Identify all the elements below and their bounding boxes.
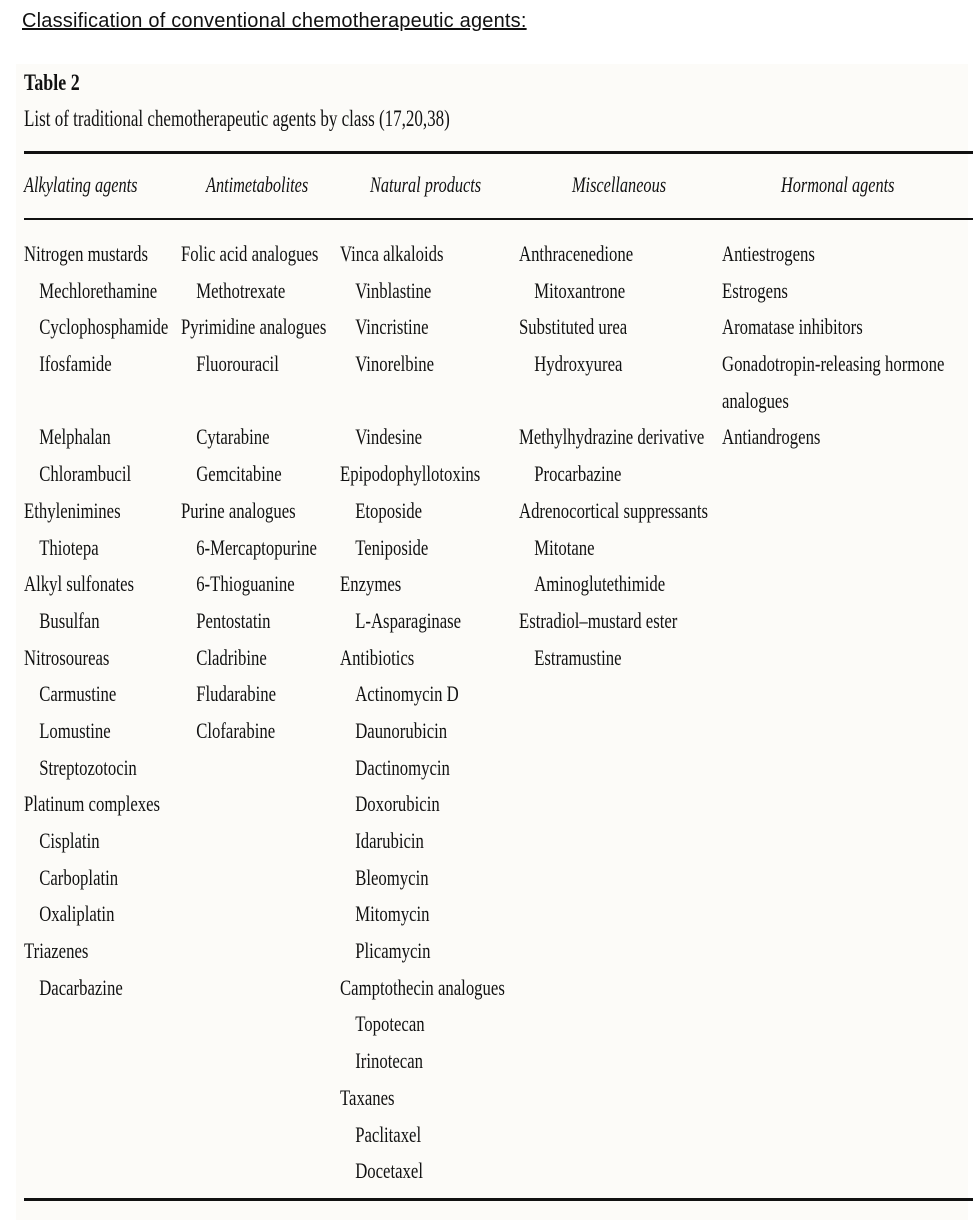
category-item: Antibiotics	[340, 644, 415, 670]
agent-item: Mitomycin	[355, 901, 430, 927]
agent-item: Antiandrogens	[722, 424, 821, 450]
agent-item: Docetaxel	[355, 1158, 423, 1184]
category-item: Taxanes	[340, 1084, 395, 1110]
agent-item: Hydroxyurea	[534, 351, 623, 377]
category-item: Epipodophyllotoxins	[340, 461, 481, 487]
agent-item: Gonadotropin-releasing hormone analogues	[722, 351, 945, 413]
category-item: Folic acid analogues	[181, 241, 319, 266]
category-item: Nitrogen mustards	[24, 241, 148, 266]
category-item: Alkyl sulfonates	[24, 571, 135, 597]
spacer	[181, 383, 326, 420]
agent-item: Chlorambucil	[39, 461, 132, 487]
spacer	[519, 383, 708, 420]
agent-item: Gemcitabine	[196, 461, 282, 487]
agent-item: Teniposide	[355, 534, 429, 560]
category-item: Purine analogues	[181, 497, 296, 523]
category-item: Triazenes	[24, 938, 89, 964]
category-item: Adrenocortical suppressants	[519, 497, 708, 523]
column-hormonal	[722, 236, 973, 456]
category-item: Nitrosoureas	[24, 644, 110, 670]
header-alkylating: Alkylating agents	[24, 172, 138, 197]
agent-item: Busulfan	[39, 607, 100, 633]
agent-item: 6-Mercaptopurine	[196, 534, 317, 560]
header-rule	[24, 218, 973, 220]
agent-item: Estrogens	[722, 277, 788, 303]
agent-item: Oxaliplatin	[39, 901, 115, 927]
category-item: Substituted urea	[519, 314, 628, 340]
agent-item: Aminoglutethimide	[534, 571, 666, 597]
agent-item: Fludarabine	[196, 681, 277, 707]
category-item: Platinum complexes	[24, 791, 161, 817]
agent-item: Carboplatin	[39, 864, 119, 890]
agent-item: 6-Thioguanine	[196, 571, 295, 597]
category-item: Camptothecin analogues	[340, 974, 505, 1000]
agent-item: Clofarabine	[196, 717, 276, 743]
agent-item: Vincristine	[355, 314, 429, 340]
agent-item: Mitoxantrone	[534, 277, 626, 303]
agent-item: Antiestrogens	[722, 241, 815, 266]
agent-item: Bleomycin	[355, 864, 429, 890]
top-rule	[24, 151, 973, 154]
agent-item: Ifosfamide	[39, 351, 112, 377]
agent-item: Vindesine	[355, 424, 422, 450]
agent-item: Melphalan	[39, 424, 111, 450]
agent-item: Fluorouracil	[196, 351, 279, 377]
agent-item: Etoposide	[355, 497, 423, 523]
agent-item: Cladribine	[196, 644, 267, 670]
agent-item: Cytarabine	[196, 424, 270, 450]
category-item: Vinca alkaloids	[340, 241, 444, 266]
category-item: Ethylenimines	[24, 497, 121, 523]
agent-item: Mechlorethamine	[39, 277, 158, 303]
agent-item: Daunorubicin	[355, 717, 448, 743]
agent-item: Methotrexate	[196, 277, 286, 303]
spacer	[24, 383, 168, 420]
category-item: Estradiol–mustard ester	[519, 607, 678, 633]
header-hormonal: Hormonal agents	[781, 172, 895, 197]
bottom-rule	[24, 1198, 973, 1201]
agent-item: Mitotane	[534, 534, 595, 560]
agent-item: Procarbazine	[534, 461, 622, 487]
agent-item: Plicamycin	[355, 938, 431, 964]
spacer	[340, 383, 505, 420]
agent-item: Cisplatin	[39, 828, 100, 853]
agent-item: Doxorubicin	[355, 791, 440, 817]
agent-item: Carmustine	[39, 681, 117, 707]
agent-item: Streptozotocin	[39, 754, 137, 780]
agent-item: Thiotepa	[39, 534, 99, 560]
category-item: Enzymes	[340, 571, 402, 597]
page-heading: Classification of conventional chemotherapeutic agents:	[22, 10, 527, 32]
agent-item: Cyclophosphamide	[39, 314, 169, 340]
table-label: Table 2	[24, 70, 80, 95]
header-miscellaneous: Miscellaneous	[572, 172, 667, 197]
agent-item: Idarubicin	[355, 828, 424, 853]
header-natural-products: Natural products	[370, 172, 482, 197]
agent-item: Lomustine	[39, 717, 111, 743]
agent-item: Pentostatin	[196, 607, 271, 633]
category-item: Pyrimidine analogues	[181, 314, 327, 340]
agent-item: Dacarbazine	[39, 974, 123, 1000]
agent-item: Vinblastine	[355, 277, 432, 303]
category-item: Methylhydrazine derivative	[519, 424, 705, 450]
agent-item: Topotecan	[355, 1011, 425, 1037]
agent-item: Aromatase inhibitors	[722, 314, 863, 340]
agent-item: Estramustine	[534, 644, 622, 670]
category-item: Anthracenedione	[519, 241, 634, 266]
agent-item: Dactinomycin	[355, 754, 450, 780]
table-caption: List of traditional chemotherapeutic agents by class (17,20,38)	[24, 106, 450, 131]
agent-item: L-Asparaginase	[355, 607, 462, 633]
agent-item: Vinorelbine	[355, 351, 435, 377]
agent-item: Actinomycin D	[355, 681, 459, 707]
header-antimetabolites: Antimetabolites	[206, 172, 309, 197]
agent-item: Irinotecan	[355, 1048, 423, 1074]
agent-item: Paclitaxel	[355, 1121, 422, 1147]
